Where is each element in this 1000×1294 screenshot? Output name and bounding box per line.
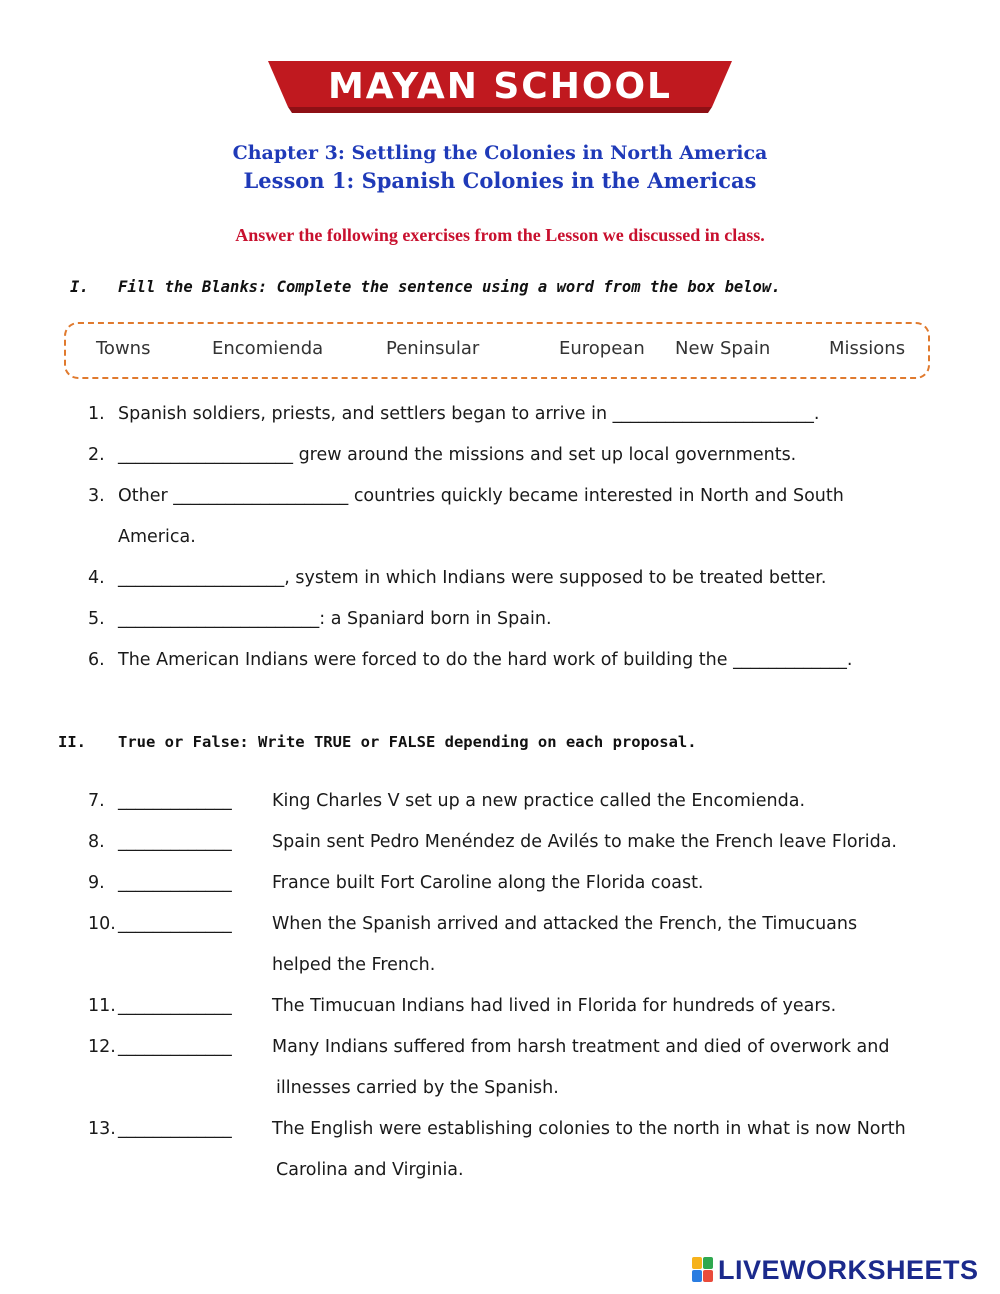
- word-bank-item: Towns: [96, 338, 151, 359]
- answer-blank[interactable]: _____________: [118, 873, 232, 893]
- question-number: 10.: [88, 914, 116, 934]
- question-number: 8.: [88, 832, 105, 852]
- question-text-continued: America.: [118, 527, 196, 547]
- answer-blank[interactable]: _____________: [118, 996, 232, 1016]
- word-bank-item: New Spain: [675, 338, 771, 359]
- section-2-number: II.: [58, 733, 86, 751]
- question-text[interactable]: _______________________: a Spaniard born in Spain.: [118, 609, 552, 629]
- liveworksheets-brand[interactable]: [692, 1254, 979, 1286]
- question-number: 3.: [88, 486, 105, 506]
- question-text-continued: illnesses carried by the Spanish.: [276, 1078, 559, 1098]
- question-number: 11.: [88, 996, 116, 1016]
- question-number: 5.: [88, 609, 105, 629]
- question-number: 12.: [88, 1037, 116, 1057]
- question-text: When the Spanish arrived and attacked the French, the Timucuans: [272, 914, 858, 934]
- question-text: King Charles V set up a new practice called the Encomienda.: [272, 791, 806, 811]
- school-name: MAYAN SCHOOL: [327, 65, 672, 107]
- question-text[interactable]: Spanish soldiers, priests, and settlers began to arrive in _______________________.: [118, 404, 820, 424]
- question-text[interactable]: ___________________, system in which Indians were supposed to be treated better.: [118, 568, 827, 588]
- question-text[interactable]: The American Indians were forced to do the hard work of building the _____________.: [118, 650, 853, 670]
- liveworksheets-logo-icon: [692, 1257, 714, 1283]
- lesson-title: Lesson 1: Spanish Colonies in the Americas: [243, 168, 757, 193]
- question-text[interactable]: Other ____________________ countries quickly became interested in North and South: [118, 486, 844, 506]
- question-text-continued: Carolina and Virginia.: [276, 1160, 464, 1180]
- section-1-number: I.: [70, 278, 89, 296]
- section-2-heading: [58, 733, 697, 751]
- question-text: Spain sent Pedro Menéndez de Avilés to make the French leave Florida.: [272, 832, 897, 852]
- question-text-continued: helped the French.: [272, 955, 436, 975]
- word-bank-item: European: [559, 338, 645, 359]
- word-bank: [64, 322, 930, 379]
- question-number: 7.: [88, 791, 105, 811]
- question-number: 9.: [88, 873, 105, 893]
- section-1-title: Fill the Blanks: Complete the sentence using a word from the box below.: [118, 278, 781, 296]
- brand-name: LIVEWORKSHEETS: [718, 1254, 979, 1285]
- word-bank-item: Missions: [829, 338, 906, 359]
- word-bank-item: Encomienda: [212, 338, 324, 359]
- school-banner: [268, 61, 732, 113]
- answer-blank[interactable]: _____________: [118, 914, 232, 934]
- chapter-title: Chapter 3: Settling the Colonies in North America: [232, 142, 768, 164]
- question-text: Many Indians suffered from harsh treatment and died of overwork and: [272, 1037, 890, 1057]
- answer-blank[interactable]: _____________: [118, 1119, 232, 1139]
- word-bank-item: Peninsular: [386, 338, 480, 359]
- section-1-heading: [70, 278, 781, 296]
- question-text: The Timucuan Indians had lived in Florida for hundreds of years.: [272, 996, 837, 1016]
- question-number: 2.: [88, 445, 105, 465]
- instruction-text: Answer the following exercises from the Lesson we discussed in class.: [235, 225, 765, 245]
- question-text: France built Fort Caroline along the Florida coast.: [272, 873, 704, 893]
- answer-blank[interactable]: _____________: [118, 791, 232, 811]
- question-text: The English were establishing colonies to the north in what is now North: [272, 1119, 906, 1139]
- question-number: 13.: [88, 1119, 116, 1139]
- question-number: 4.: [88, 568, 105, 588]
- section-2-title: True or False: Write TRUE or FALSE depending on each proposal.: [118, 733, 697, 751]
- question-number: 6.: [88, 650, 105, 670]
- answer-blank[interactable]: _____________: [118, 1037, 232, 1057]
- question-number: 1.: [88, 404, 105, 424]
- answer-blank[interactable]: _____________: [118, 832, 232, 852]
- question-text[interactable]: ____________________ grew around the missions and set up local governments.: [118, 445, 797, 465]
